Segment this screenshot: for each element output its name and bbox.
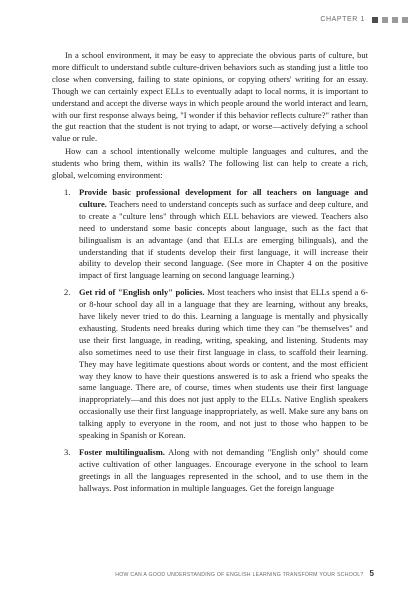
running-title: HOW CAN A GOOD UNDERSTANDING OF ENGLISH LEARNING TRANSFORM YOUR SCHOOL? — [115, 572, 364, 578]
list-number: 3. — [64, 447, 71, 457]
body-text — [52, 50, 368, 500]
chapter-header — [320, 16, 408, 23]
chapter-label: CHAPTER 1 — [320, 16, 365, 23]
list-item-heading: Provide basic professional development for all teachers on language and culture. — [79, 186, 368, 209]
list-item — [52, 447, 368, 495]
list-number: 1. — [64, 186, 71, 197]
list-item-text: Along with not demanding "English only" should come active cultivation of other languages. Encourage everyone in the school to learn greetings in all the languages represented in the school, and to use them in the hallways. Post information in multiple languages. Get the foreign language — [79, 447, 369, 493]
paragraph: How can a school intentionally welcome multiple languages and cultures, and the students who bring them, within its walls? The following list can help to create a rich, global, welcoming environment: — [52, 146, 368, 181]
list-item-text: Most teachers who insist that ELLs spend a 6- or 8-hour school day all in a language that they are learning, without any breaks, have likely never tried to do this. Learning a language is mentally and physically exhausting. Students need breaks during which time they can "be themselves" and use their first language, in reading, writing, speaking, and listening. Students may also sometimes need to use their first language in class, to scaffold their learning. They may have legitimate questions about words or content, and the most efficient way they know to have their questions answered is to ask a friend who speaks the same language. There are, of course, times when students use their first language inappropriately—and this does not just apply to the ELLs. Native English speakers occasionally use their first language inappropriately, as well. Make sure any bans on talking apply to everyone in the room, and not just to those who happen to be speaking in Spanish or Korean. — [79, 287, 368, 441]
header-square-4 — [402, 17, 408, 23]
list-item — [52, 287, 368, 442]
paragraph: In a school environment, it may be easy to appreciate the obvious parts of culture, but more difficult to understand subtle culture-driven behaviors such as standing just a little too close when conversing, failing to state opinions, or copying others' writing for an essay. Though we can certainly expect ELLs to eventually adapt to local norms, it is important to understand and accept the diverse ways in which people around the world interact and learn, with our first response always being, "I wonder if this behavior reflects culture?" rather than the gut reaction that the student is not trying to adapt, or worse—actively defying a school value or rule. — [52, 50, 368, 144]
header-square-1 — [372, 17, 378, 23]
list-item-text: Teachers need to understand concepts such as surface and deep culture, and to create a "culture lens" through which ELL behaviors are viewed. Teachers also need to understand some basic concepts about language, such as the fact that bilingualism is an advantage (and that ELLs are emerging bilinguals), and the understanding that if students develop their first language, it will increase their ability to develop their second language. (See more in Chapter 4 on the positive impact of first language learning on second language learning.) — [79, 198, 368, 281]
list-item — [52, 187, 368, 282]
header-square-2 — [382, 17, 388, 23]
list-number: 2. — [64, 287, 71, 298]
list-item-heading: Get rid of "English only" policies. — [79, 287, 205, 298]
page-number: 5 — [369, 569, 374, 578]
header-square-3 — [392, 17, 398, 23]
list-item-heading: Foster multilingualism. — [79, 447, 165, 457]
page-footer — [115, 569, 374, 578]
numbered-list — [52, 187, 368, 495]
